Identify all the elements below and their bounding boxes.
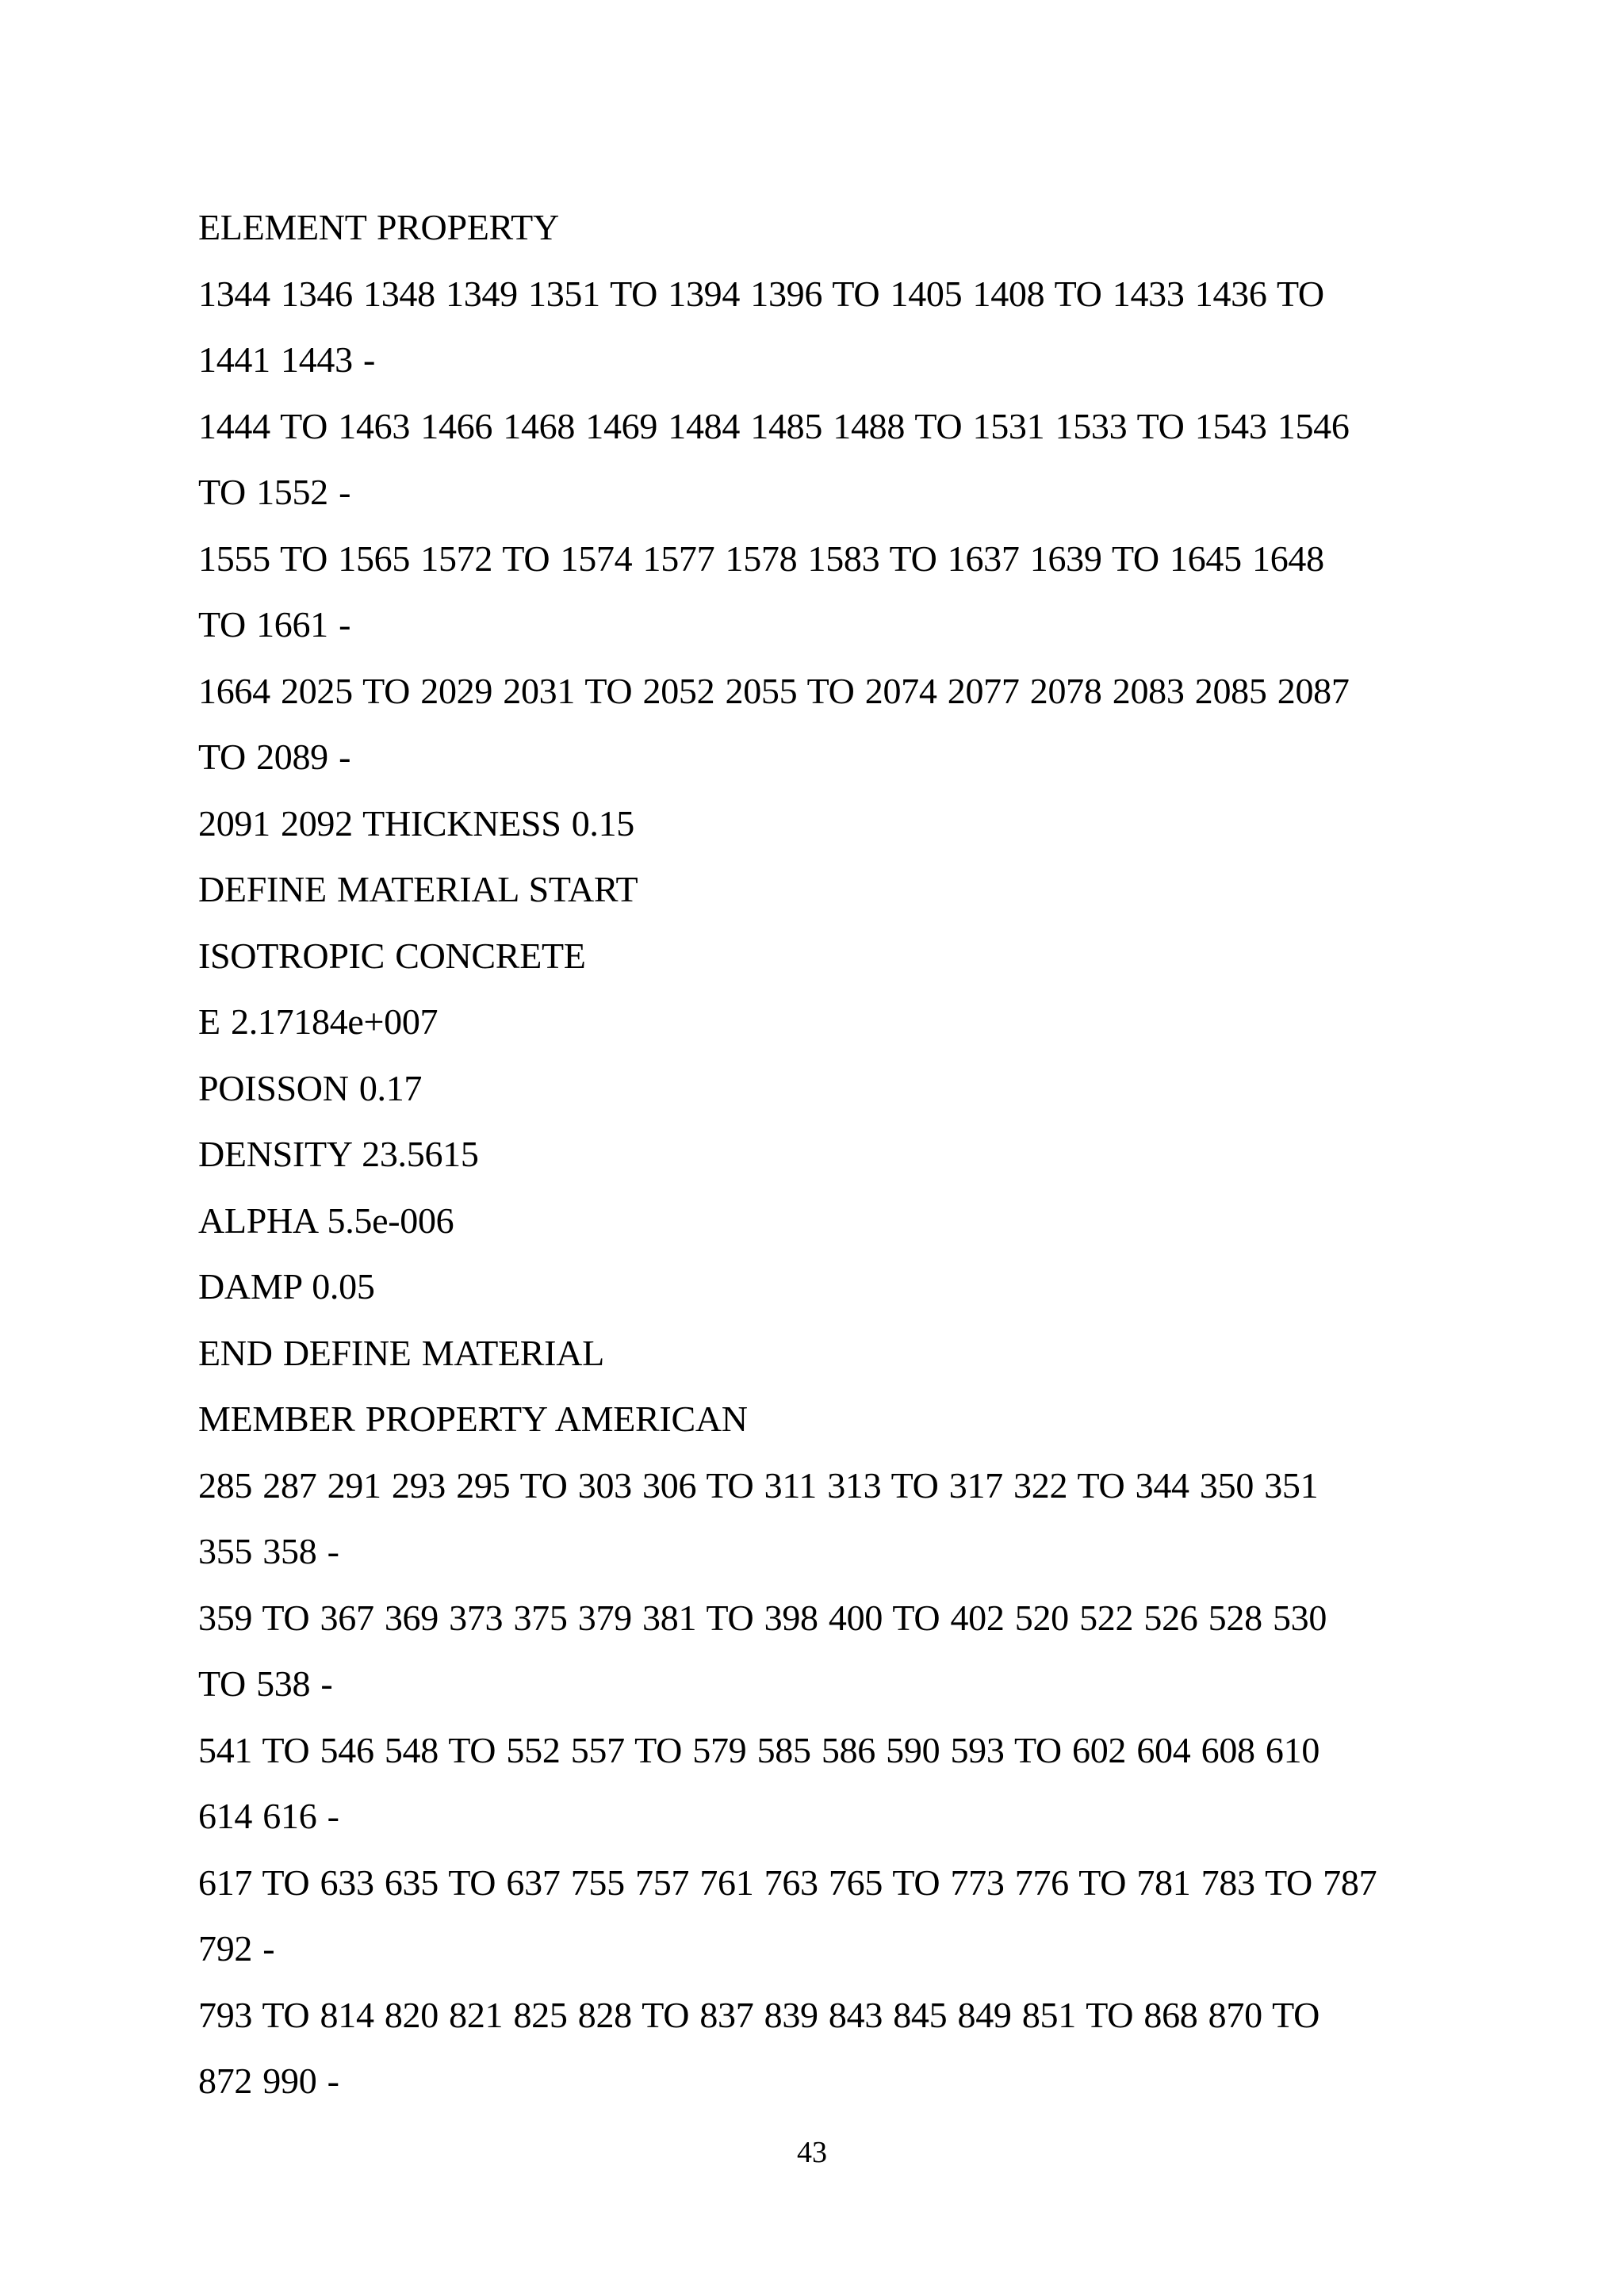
listing-line: 2091 2092 THICKNESS 0.15 xyxy=(198,802,634,844)
listing-line: ISOTROPIC CONCRETE xyxy=(198,935,586,976)
listing-line: 1444 TO 1463 1466 1468 1469 1484 1485 1488 TO 1531 1533 TO 1543 1546 xyxy=(198,405,1350,446)
listing-line: 285 287 291 293 295 TO 303 306 TO 311 313 TO 317 322 TO 344 350 351 xyxy=(198,1464,1319,1506)
listing-line: TO 2089 - xyxy=(198,737,351,777)
listing-line: 541 TO 546 548 TO 552 557 TO 579 585 586 590 593 TO 602 604 608 610 xyxy=(198,1729,1320,1770)
listing-line: ALPHA 5.5e-006 xyxy=(198,1200,454,1241)
listing-line: POISSON 0.17 xyxy=(198,1067,423,1108)
listing-line: 359 TO 367 369 373 375 379 381 TO 398 400 TO 402 520 522 526 528 530 xyxy=(198,1597,1327,1638)
listing-line: TO 1661 - xyxy=(198,604,351,645)
listing-line: 792 - xyxy=(198,1928,275,1969)
listing-line: 614 616 - xyxy=(198,1796,339,1836)
listing-line: 617 TO 633 635 TO 637 755 757 761 763 765 TO 773 776 TO 781 783 TO 787 xyxy=(198,1862,1377,1903)
listing-line: 1344 1346 1348 1349 1351 TO 1394 1396 TO 1405 1408 TO 1433 1436 TO xyxy=(198,273,1324,314)
listing-line: 355 358 - xyxy=(198,1531,339,1571)
listing-line: 1555 TO 1565 1572 TO 1574 1577 1578 1583 TO 1637 1639 TO 1645 1648 xyxy=(198,538,1324,579)
listing-line: 793 TO 814 820 821 825 828 TO 837 839 843 845 849 851 TO 868 870 TO xyxy=(198,1994,1320,2035)
command-listing xyxy=(198,194,1435,2114)
listing-line: MEMBER PROPERTY AMERICAN xyxy=(198,1399,748,1439)
listing-line: 872 990 - xyxy=(198,2061,339,2101)
listing-line: 1664 2025 TO 2029 2031 TO 2052 2055 TO 2074 2077 2078 2083 2085 2087 xyxy=(198,670,1350,711)
listing-line: ELEMENT PROPERTY xyxy=(198,207,559,247)
listing-line: END DEFINE MATERIAL xyxy=(198,1332,604,1373)
page-number: 43 xyxy=(797,2136,827,2169)
listing-line: E 2.17184e+007 xyxy=(198,1001,439,1042)
listing-line: DENSITY 23.5615 xyxy=(198,1134,479,1174)
listing-line: TO 1552 - xyxy=(198,472,351,512)
listing-line: 1441 1443 - xyxy=(198,339,376,380)
listing-line: DEFINE MATERIAL START xyxy=(198,869,638,909)
listing-line: DAMP 0.05 xyxy=(198,1266,375,1307)
listing-line: TO 538 - xyxy=(198,1663,333,1704)
